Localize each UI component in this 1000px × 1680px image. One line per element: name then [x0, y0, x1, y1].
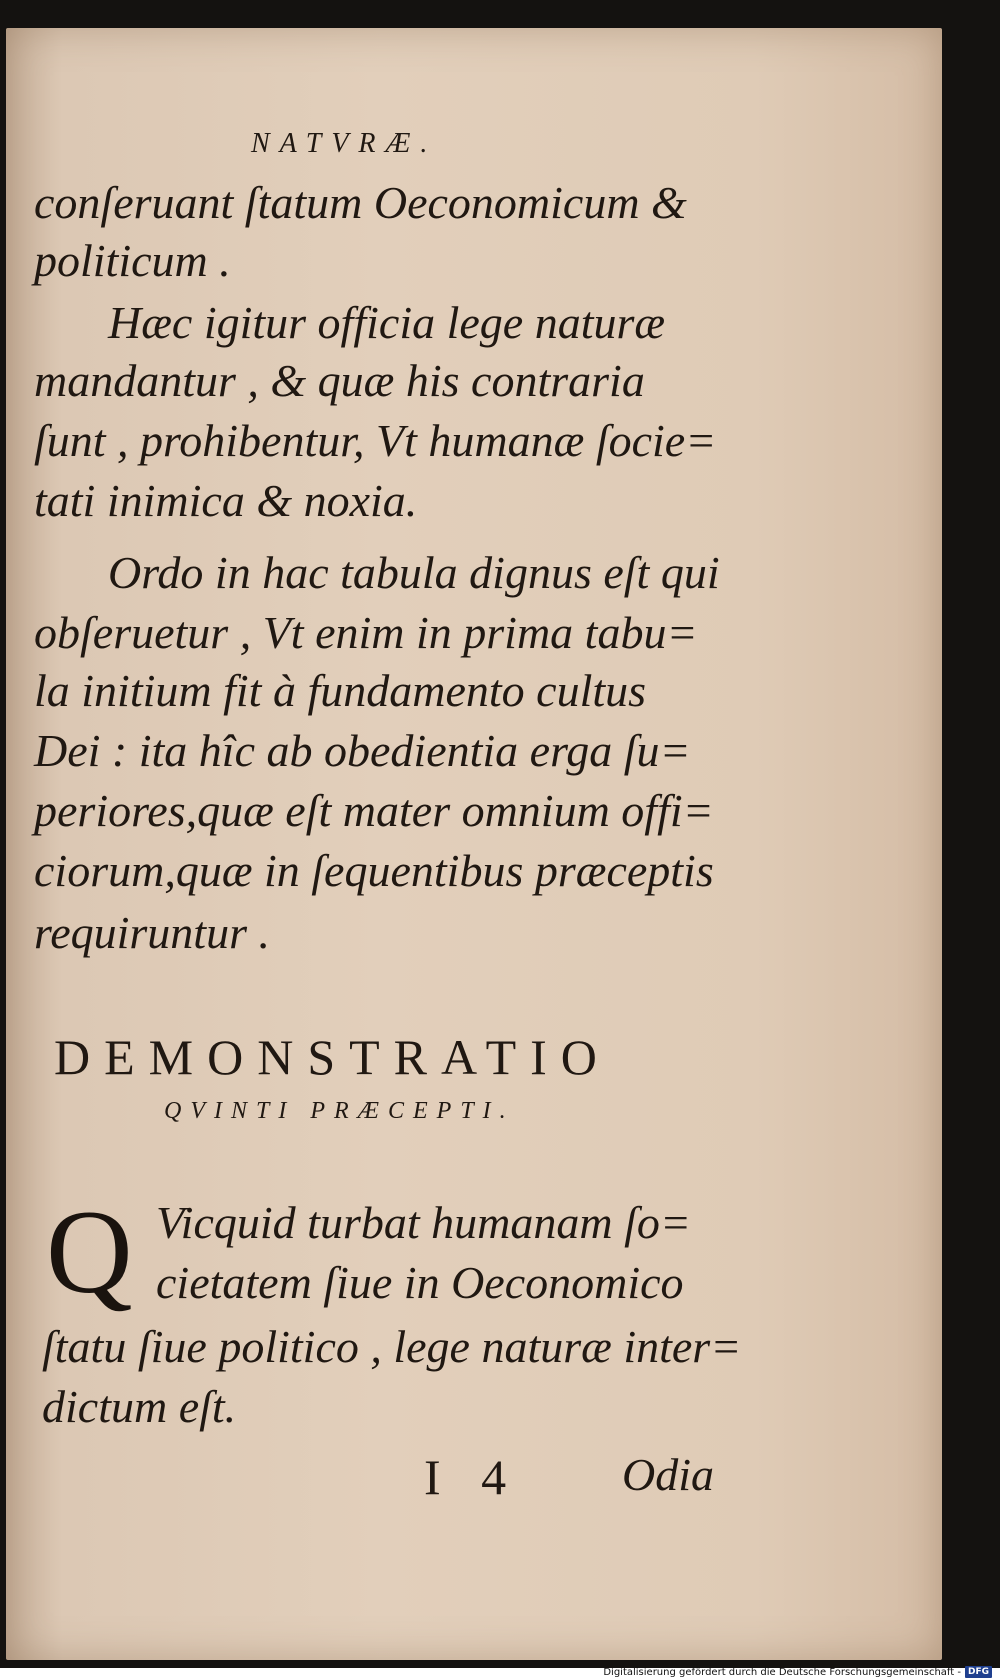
text-line: la initium fit à fundamento cultus	[34, 665, 647, 716]
text-line: Hæc igitur officia lege naturæ	[108, 297, 666, 348]
section-heading: DEMONSTRATIO	[54, 1029, 611, 1085]
running-head: NATVRÆ.	[251, 128, 438, 159]
text-line: cietatem ſiue in Oeconomico	[156, 1257, 684, 1308]
text-line: ſunt , prohibentur, Vt humanæ ſocie=	[34, 415, 717, 466]
credit-text: Digitalisierung gefördert durch die Deutsche Forschungsgemeinschaft -	[603, 1666, 961, 1678]
text-line: dictum eſt.	[42, 1381, 237, 1432]
text-line: ciorum,quæ in ſequentibus præceptis	[34, 845, 714, 896]
catchword: Odia	[622, 1449, 714, 1500]
text-line: ſtatu ſiue politico , lege naturæ inter=	[42, 1321, 742, 1372]
text-line: Vicquid turbat humanam ſo=	[156, 1197, 691, 1248]
text-line: obſeruetur , Vt enim in prima tabu=	[34, 607, 698, 658]
text-line: requiruntur .	[34, 907, 270, 958]
text-line: Dei : ita hîc ab obedientia erga ſu=	[34, 725, 691, 776]
text-line: politicum .	[34, 235, 231, 286]
digitization-credit	[603, 1666, 992, 1678]
section-subheading: QVINTI PRÆCEPTI.	[164, 1098, 515, 1124]
dfg-logo-icon: DFG	[965, 1666, 992, 1678]
text-line: periores,quæ eſt mater omnium offi=	[34, 785, 714, 836]
text-line: mandantur , & quæ his contraria	[34, 355, 645, 406]
text-line: Ordo in hac tabula dignus eſt qui	[108, 547, 720, 598]
book-page	[6, 28, 942, 1660]
text-line: tati inimica & noxia.	[34, 475, 418, 526]
drop-cap: Q	[46, 1185, 133, 1318]
text-line: conſeruant ſtatum Oeconomicum &	[34, 177, 687, 228]
signature-mark: I 4	[424, 1449, 521, 1505]
